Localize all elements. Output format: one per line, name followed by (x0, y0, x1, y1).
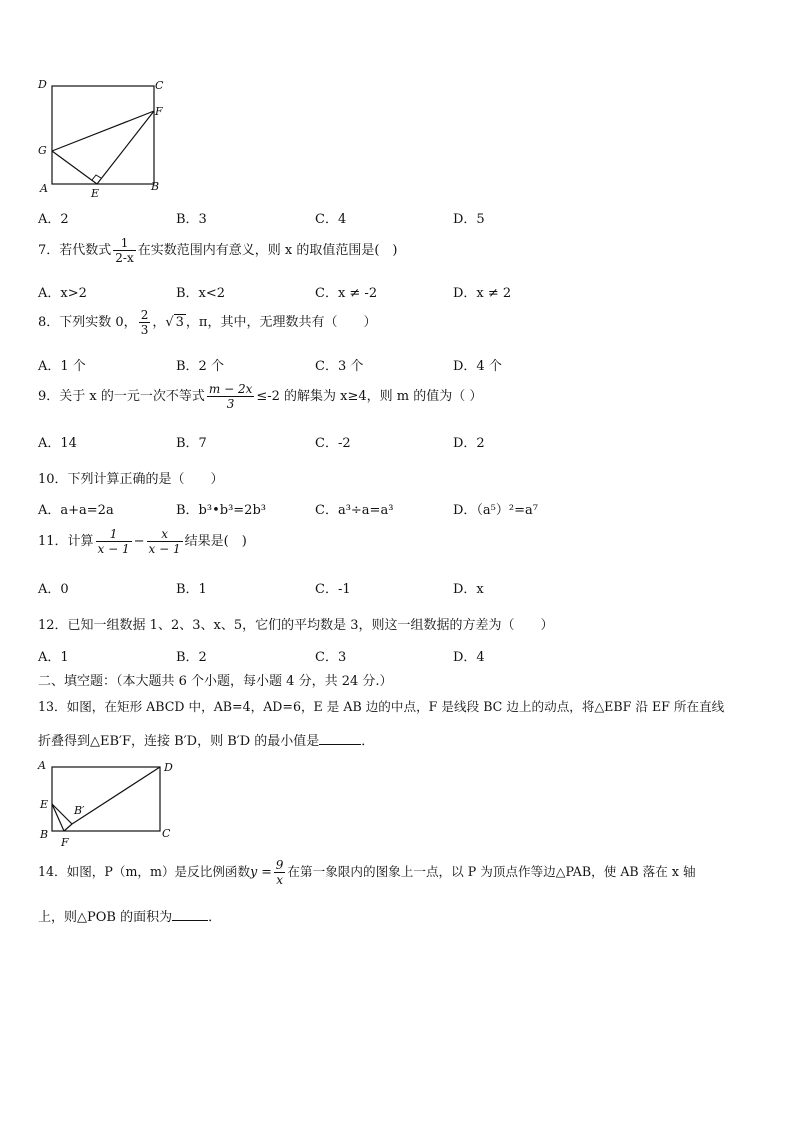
q12-option-a: A．1 (38, 650, 69, 665)
q6-option-d: D．5 (453, 212, 485, 227)
q11-option-a: A．0 (38, 582, 69, 597)
label-B: B (40, 828, 49, 841)
q8-fraction: $\frac{2}{3}$ (140, 308, 149, 337)
q12-option-c: C．3 (315, 650, 347, 665)
question-14-line1: 14．如图，P（m，m）是反比例函数y = $\frac{9}{x}$ 在第一象限内的图象上一点，以 P 为顶点作等边△PAB，使 AB 落在 x 轴 (38, 858, 696, 887)
q8-option-b: B．2 个 (176, 359, 224, 374)
question-8: 8．下列实数 0， $\frac{2}{3}$ ，√ 3 ，π，其中，无理数共有（ ） (38, 308, 377, 337)
q9-option-b: B．7 (176, 436, 207, 451)
label-C: C (155, 79, 164, 92)
q10-option-c: C．a³÷a=a³ (315, 503, 394, 518)
q12-option-d: D．4 (453, 650, 485, 665)
question-13-line1: 13．如图，在矩形 ABCD 中，AB=4，AD=6，E 是 AB 边的中点，F 是线段 BC 边上的动点，将△EBF 沿 EF 所在直线 (38, 699, 725, 714)
q11-option-b: B．1 (176, 582, 207, 597)
label-C: C (162, 827, 171, 840)
q8-sqrt: 3 (175, 315, 184, 330)
answer-blank[interactable] (319, 734, 361, 745)
q9-option-c: C．-2 (315, 436, 351, 451)
label-B: B (151, 180, 160, 193)
label-A: A (40, 182, 48, 195)
section-heading: 二、填空题：（本大题共 6 个小题，每小题 4 分，共 24 分.） (38, 674, 393, 689)
q9-fraction: $\frac{m - 2x}{3}$ (208, 382, 253, 411)
q7-option-d: D．x ≠ 2 (453, 286, 512, 301)
q6-option-c: C．4 (315, 212, 347, 227)
q9-option-a: A．14 (38, 436, 77, 451)
q8-option-d: D．4 个 (453, 359, 502, 374)
q9-option-d: D．2 (453, 436, 485, 451)
rectangle-figure (34, 756, 184, 851)
q6-option-a: A．2 (38, 212, 69, 227)
question-10: 10．下列计算正确的是（ ） (38, 472, 224, 487)
label-D: D (38, 78, 47, 91)
q11-option-d: D．x (453, 582, 484, 597)
q7-text: 7．若代数式 (38, 243, 112, 258)
question-14-line2: 上，则△POB 的面积为 ． (38, 910, 222, 925)
question-12: 12．已知一组数据 1、2、3、x、5，它们的平均数是 3，则这一组数据的方差为（ ） (38, 618, 554, 633)
label-D: D (164, 761, 173, 774)
q14-fraction: $\frac{9}{x}$ (275, 858, 284, 887)
label-F: F (61, 836, 69, 849)
q11-fraction-2: $\frac{x}{x - 1}$ (148, 527, 181, 556)
question-9: 9．关于 x 的一元一次不等式 $\frac{m - 2x}{3}$ ≤-2 的解集为 x≥4，则 m 的值为（ ） (38, 382, 483, 411)
q8-option-c: C．3 个 (315, 359, 364, 374)
q10-option-a: A．a+a=2a (38, 503, 114, 518)
square-figure (34, 74, 174, 204)
label-A: A (38, 759, 46, 772)
answer-blank[interactable] (172, 910, 208, 921)
label-F: F (155, 105, 163, 118)
q6-option-b: B．3 (176, 212, 207, 227)
q11-option-c: C．-1 (315, 582, 351, 597)
q7-option-b: B．x<2 (176, 286, 226, 301)
q7-text-end: 在实数范围内有意义，则 x 的取值范围是( ) (137, 243, 398, 258)
q7-option-a: A．x>2 (38, 286, 87, 301)
q10-option-d: D．（a⁵）²=a⁷ (453, 503, 538, 518)
label-G: G (38, 144, 47, 157)
q12-option-b: B．2 (176, 650, 207, 665)
label-B-prime: B′ (74, 804, 85, 817)
question-13-line2: 折叠得到△EB′F，连接 B′D，则 B′D 的最小值是 ． (38, 734, 375, 749)
label-E: E (40, 798, 49, 811)
q8-option-a: A．1 个 (38, 359, 86, 374)
q7-fraction: $\frac{1}{2-x}$ (115, 236, 134, 265)
q11-fraction-1: $\frac{1}{x - 1}$ (97, 527, 130, 556)
q7-option-c: C．x ≠ -2 (315, 286, 378, 301)
label-E: E (91, 187, 100, 200)
question-7 (38, 236, 398, 265)
question-11: 11．计算 $\frac{1}{x - 1}$ − $\frac{x}{x - 1}$ 结果是( ) (38, 527, 247, 556)
q10-option-b: B．b³•b³=2b³ (176, 503, 266, 518)
